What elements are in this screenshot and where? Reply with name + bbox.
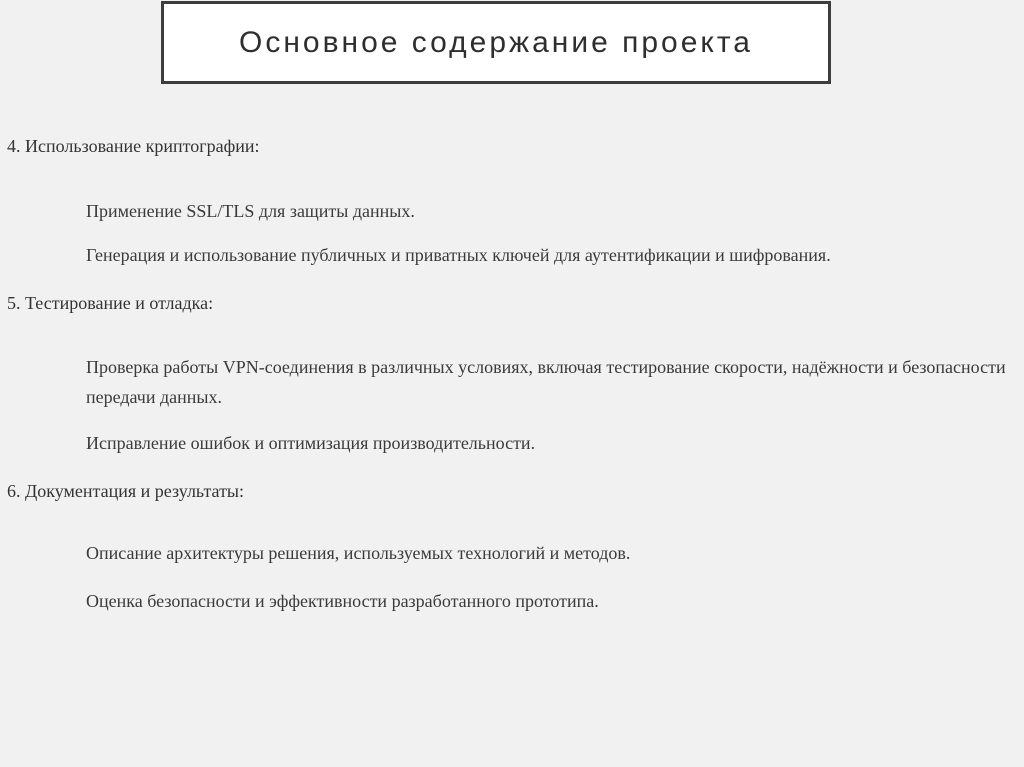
section-heading-cryptography: 4. Использование криптографии: (7, 136, 260, 156)
slide-title: Основное содержание проекта (239, 25, 753, 59)
section-heading-testing: 5. Тестирование и отладка: (7, 293, 214, 313)
list-item: Проверка работы VPN-соединения в различных условиях, включая тестирование скорости, надёжности и безопасности передачи данных. (86, 357, 1006, 407)
list-item: Генерация и использование публичных и приватных ключей для аутентификации и шифрования. (86, 245, 831, 265)
title-box (161, 1, 831, 84)
list-item: Описание архитектуры решения, используемых технологий и методов. (86, 543, 631, 563)
section-heading-documentation: 6. Документация и результаты: (7, 481, 245, 501)
list-item: Применение SSL/TLS для защиты данных. (86, 201, 415, 221)
list-item: Исправление ошибок и оптимизация производительности. (86, 433, 536, 453)
list-item: Оценка безопасности и эффективности разработанного прототипа. (86, 591, 599, 611)
